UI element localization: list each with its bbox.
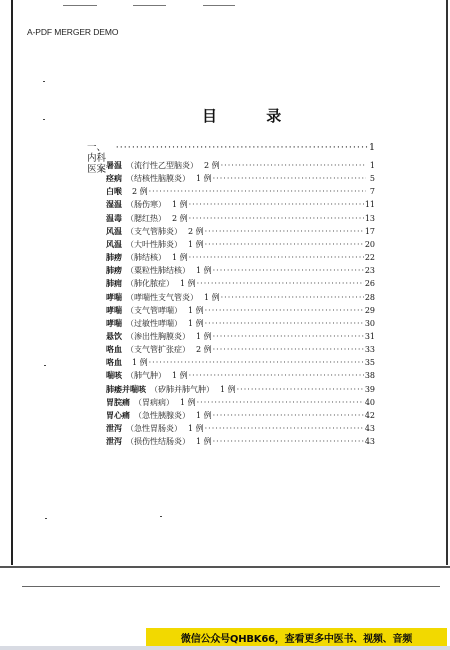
toc-entry-page: 29 (364, 305, 375, 315)
toc-entry[interactable] (106, 397, 375, 408)
toc-entry-page: 28 (364, 292, 375, 302)
page-title: 目 录 (202, 107, 304, 125)
toc-entry-cases: 2 例 (132, 187, 148, 197)
page-left-border (11, 0, 13, 565)
toc-entry[interactable] (106, 292, 375, 303)
leader-dots (189, 253, 364, 263)
toc-entry-name: 泄泻 (106, 436, 122, 447)
toc-entry-page: 43 (364, 424, 375, 433)
toc-entry[interactable] (106, 318, 375, 329)
leader-dots (189, 200, 364, 210)
toc-entry-page: 35 (364, 358, 375, 368)
leader-dots (213, 411, 364, 421)
toc-entry-cases: 1 例 (172, 200, 188, 210)
leader-dots (205, 240, 364, 250)
leader-dots (221, 161, 366, 171)
toc-entry-page: 31 (364, 331, 375, 341)
toc-entry-name: 咯血 (106, 357, 122, 368)
toc-entry-name: 肺痨 (106, 252, 122, 263)
toc-entry[interactable] (106, 173, 375, 184)
next-page-rule (22, 586, 440, 587)
toc-entry[interactable] (106, 305, 375, 316)
toc-entry-cases: 1 例 (132, 358, 148, 368)
leader-dots (149, 358, 364, 368)
leader-dots (189, 214, 364, 224)
leader-dots (237, 385, 364, 395)
leader-dots (205, 306, 364, 316)
toc-entry-page: 30 (364, 318, 375, 328)
toc-entry[interactable] (106, 199, 375, 210)
leader-dots (213, 266, 364, 276)
toc-entry-name: 咯血 (106, 344, 122, 355)
toc-entry-detail: （过敏性哮喘） (126, 318, 182, 328)
scan-speck (44, 365, 46, 366)
toc-entry[interactable] (106, 423, 375, 434)
toc-entry-detail: （流行性乙型脑炎） (126, 161, 198, 170)
toc-entry-cases: 2 例 (204, 161, 220, 170)
toc-entry-page: 26 (364, 279, 375, 289)
toc-entry-cases: 1 例 (180, 279, 196, 289)
toc-entry-cases: 1 例 (196, 266, 212, 276)
toc-entry-page: 5 (369, 174, 375, 184)
promo-banner[interactable]: 微信公众号QHBK66，查看更多中医书、视频、音频 (146, 628, 447, 646)
toc-entry-cases: 1 例 (188, 239, 204, 249)
toc-entry-name: 痉病 (106, 173, 122, 184)
toc-entry[interactable] (106, 344, 375, 355)
toc-entry-name: 肺痈 (106, 278, 122, 289)
toc-entry-detail: （胃病病） (134, 397, 174, 407)
toc-entry-cases: 1 例 (196, 174, 212, 184)
toc-entry[interactable] (106, 357, 375, 368)
toc-entry-cases: 2 例 (188, 226, 204, 236)
toc-entry-cases: 1 例 (204, 292, 220, 302)
toc-entry-detail: （肺气肿） (126, 371, 166, 381)
toc-entry-page: 7 (369, 187, 375, 197)
toc-entry-page: 1 (369, 161, 375, 170)
toc-entry-cases: 1 例 (188, 424, 204, 433)
toc-entry-page: 40 (364, 397, 375, 407)
toc-entry-name: 暑温 (106, 160, 122, 170)
toc-entry[interactable] (106, 436, 375, 447)
toc-entry-detail: （肠伤寒） (126, 200, 166, 210)
toc-entry-detail: （急性胰腺炎） (134, 410, 190, 420)
toc-entry-detail: （肺化脓症） (126, 279, 174, 289)
toc-entry-page: 43 (364, 437, 375, 447)
toc-entry-detail: （大叶性肺炎） (126, 239, 182, 249)
toc-entry-page: 13 (364, 213, 375, 223)
toc-entry-cases: 2 例 (196, 345, 212, 355)
leader-dots (205, 424, 364, 434)
toc-entry-cases: 1 例 (196, 331, 212, 341)
toc-entry-page: 20 (364, 239, 375, 249)
scan-speck (43, 119, 45, 120)
toc-entry[interactable] (106, 160, 375, 171)
page-separator (0, 566, 450, 568)
leader-dots (197, 398, 364, 408)
toc-entry-name: 泄泻 (106, 423, 122, 433)
toc-entry-page: 39 (364, 384, 375, 394)
page-right-border (446, 0, 448, 565)
toc-entry-page: 42 (364, 410, 375, 420)
toc-entry-name: 胃心痛 (106, 409, 130, 420)
toc-entry-detail: （损伤性结肠炎） (126, 437, 190, 447)
toc-entry-detail: （支气管肺炎） (126, 226, 182, 236)
toc-entry-name: 白喉 (106, 186, 122, 197)
toc-entry[interactable] (106, 331, 375, 342)
toc-entry[interactable] (106, 384, 375, 395)
toc-entry-page: 23 (364, 266, 375, 276)
toc-entry-name: 哮喘 (106, 304, 122, 315)
toc-entry-detail: （急性胃肠炎） (126, 424, 182, 433)
toc-entry-detail: （支气管哮喘） (126, 305, 182, 315)
leader-dots (205, 319, 364, 329)
toc-entry-name: 风温 (106, 238, 122, 249)
toc-entry-name: 哮喘 (106, 317, 122, 328)
scan-speck (160, 516, 162, 517)
toc-entry-name: 哮喘 (106, 291, 122, 302)
scan-speck (45, 518, 47, 519)
leader-dots (221, 293, 364, 303)
leader-dots (149, 187, 366, 197)
leader-dots (189, 371, 364, 381)
toc-entry-page: 11 (364, 200, 375, 210)
toc-entry-name: 胃脘痛 (106, 396, 130, 407)
toc-entry-detail: （粟粒性肺结核） (126, 266, 190, 276)
toc-entry-cases: 2 例 (172, 213, 188, 223)
toc-entry-cases: 1 例 (196, 437, 212, 447)
toc-entry[interactable] (106, 186, 375, 197)
leader-dots (197, 279, 364, 289)
toc-entry-page: 33 (364, 345, 375, 355)
leader-dots (213, 174, 366, 184)
toc-entry[interactable] (106, 265, 375, 276)
toc-entry-name: 湿温 (106, 199, 122, 210)
toc-entry-name: 温毒 (106, 212, 122, 223)
leader-dots (213, 332, 364, 342)
toc-entry-detail: （支气管扩张症） (126, 345, 190, 355)
toc-entry[interactable] (106, 278, 375, 289)
toc-entry-cases: 1 例 (172, 371, 188, 381)
toc-entry-detail: （结核性脑膜炎） (126, 174, 190, 184)
toc-entry-detail: （矽肺并肺气肿） (150, 384, 214, 394)
toc-entry-name: 肺痨 (106, 265, 122, 276)
toc-entry-cases: 1 例 (220, 384, 236, 394)
toc-entry-name: 肺痿并喘咳 (106, 383, 146, 394)
toc-entry-name: 喘咳 (106, 370, 122, 381)
leader-dots (213, 345, 364, 355)
toc-entry-page: 22 (364, 253, 375, 263)
toc-entry[interactable] (106, 410, 375, 421)
toc-entry-detail: （腮红热） (126, 213, 166, 223)
toc-entry-detail: （肺结核） (126, 253, 166, 263)
toc-entry-detail: （哮喘性支气管炎） (126, 292, 198, 302)
toc-entry[interactable] (106, 239, 375, 250)
toc-entry-name: 悬饮 (106, 330, 122, 341)
section-label: 一、内科医案 (87, 142, 107, 175)
toc-entry-name: 风温 (106, 225, 122, 236)
toc-entry-cases: 1 例 (188, 305, 204, 315)
demo-watermark: A-PDF MERGER DEMO (27, 27, 119, 37)
toc-entry-cases: 1 例 (180, 397, 196, 407)
toc-entry[interactable] (106, 213, 375, 224)
toc-entry[interactable] (106, 252, 375, 263)
toc-entry[interactable] (106, 226, 375, 237)
toc-entry-detail: （渗出性胸膜炎） (126, 331, 190, 341)
scan-speck (43, 81, 45, 82)
section-page: 1 (368, 142, 375, 153)
toc-entry-cases: 1 例 (196, 410, 212, 420)
leader-dots (205, 227, 364, 237)
toc-entry-cases: 1 例 (188, 318, 204, 328)
toc-entry-page: 38 (364, 371, 375, 381)
leader-dots (116, 142, 368, 153)
toc-entry-page: 17 (364, 226, 375, 236)
toc-entry[interactable] (106, 370, 375, 381)
toc-entry-cases: 1 例 (172, 253, 188, 263)
viewer-bottom-bar (0, 646, 450, 650)
leader-dots (213, 437, 364, 447)
